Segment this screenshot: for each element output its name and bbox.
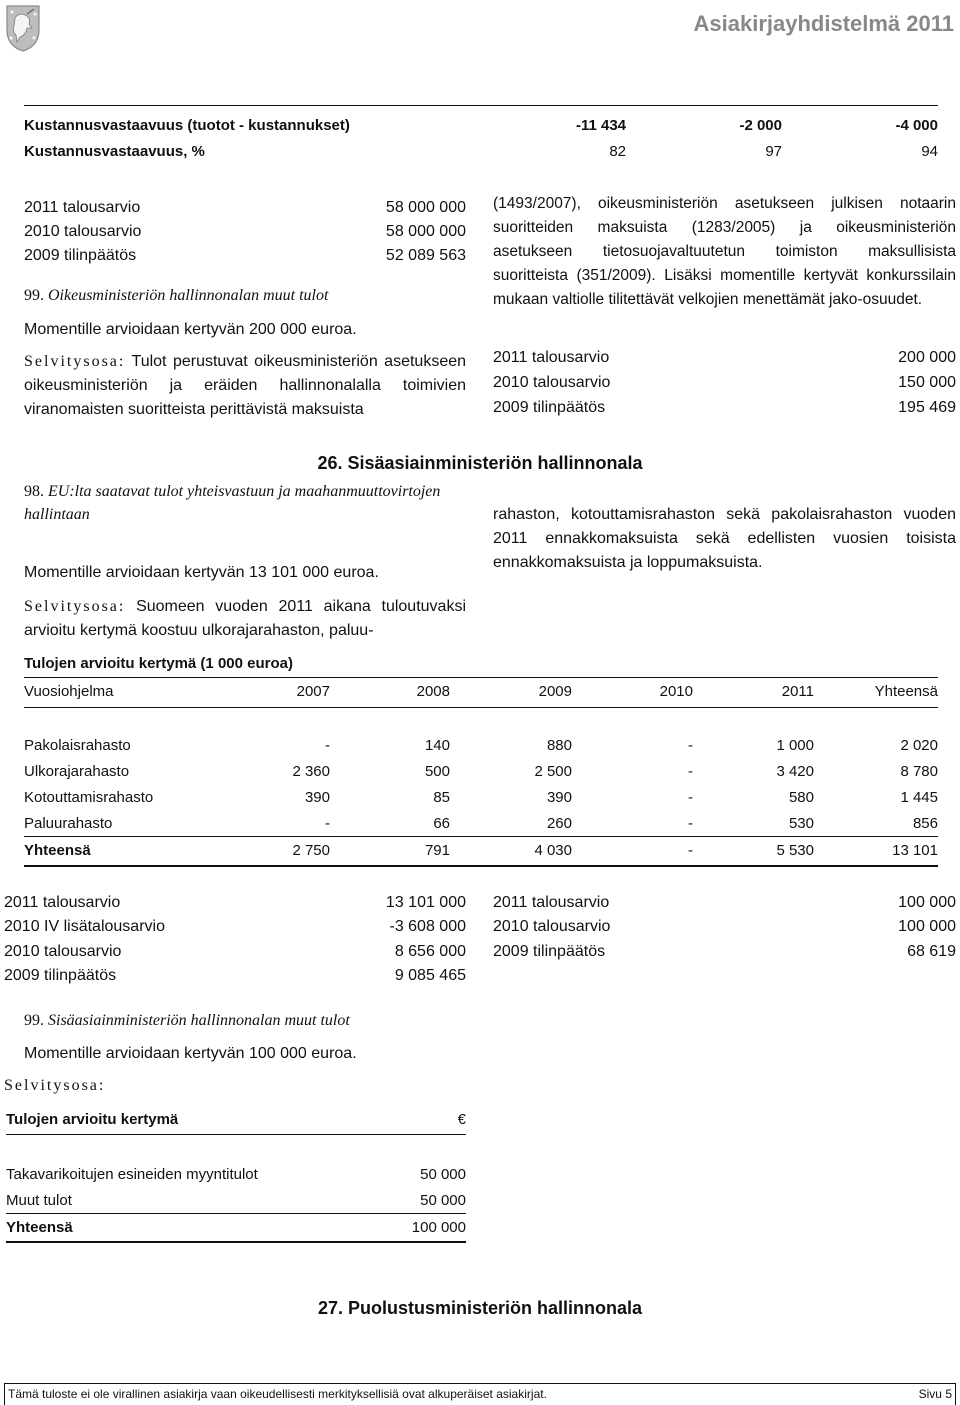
explanation-text: Suomeen vuoden 2011 aikana tuloutuvaksi arvioitu kertymä koostuu ulkorajarahaston, paluu-	[24, 598, 467, 639]
small-table-title-row	[6, 1108, 466, 1132]
budget-label: 2010 talousarvio	[493, 374, 611, 391]
budget-row	[493, 371, 956, 395]
budget-label: 2009 tilinpäätös	[24, 247, 137, 264]
budget-label: 2011 talousarvio	[493, 894, 610, 911]
budget-label: 2011 talousarvio	[4, 894, 121, 911]
document-title: Asiakirjayhdistelmä 2011	[693, 11, 954, 36]
table-cell: 791	[424, 842, 450, 859]
cell-value: -4 000	[895, 117, 938, 134]
table-cell: Pakolaisrahasto	[24, 737, 131, 754]
subsection-heading	[24, 284, 466, 308]
table-cell: 500	[424, 763, 450, 780]
table-cell: -	[688, 763, 693, 780]
budget-label: 2010 IV lisätalousarvio	[4, 918, 165, 935]
budget-label: 2011 talousarvio	[24, 199, 141, 216]
subsection-heading	[24, 1009, 466, 1033]
subsection-title: EU:lta saatavat tulot yhteisvastuun ja maahanmuuttovirtojen hallintaan	[24, 483, 441, 523]
cell-value: 82	[609, 143, 626, 160]
budget-value: -3 608 000	[389, 918, 466, 935]
table-cell: 4 030	[534, 842, 572, 859]
table-row	[24, 786, 938, 810]
subsection-number: 98.	[24, 483, 44, 500]
top-table-rule	[24, 105, 938, 106]
budget-row	[493, 891, 956, 915]
table-row	[24, 812, 938, 836]
subsection-number: 99.	[24, 1012, 44, 1029]
column-header: 2010	[659, 683, 693, 700]
row-label: Kustannusvastaavuus, %	[24, 143, 205, 160]
page-number: Sivu 5	[918, 1387, 952, 1401]
table-cell: 390	[546, 789, 572, 806]
estimate-text: Momentille arvioidaan kertyvän 13 101 000 euroa.	[24, 564, 379, 581]
column-header: 2007	[296, 683, 330, 700]
table-total-row	[6, 1216, 466, 1240]
budget-row	[24, 244, 466, 268]
budget-value: 100 000	[898, 918, 956, 935]
table-cell: -	[688, 815, 693, 832]
budget-label: 2010 talousarvio	[24, 223, 142, 240]
table-cell: 2 020	[900, 737, 938, 754]
explanation-paragraph	[24, 350, 466, 422]
budget-value: 52 089 563	[385, 247, 466, 264]
cell-value: -11 434	[575, 117, 626, 134]
table-cell: -	[688, 842, 693, 859]
column-header: 2011	[781, 683, 814, 700]
table-cell: 880	[546, 737, 572, 754]
footer-frame-right	[955, 1383, 956, 1405]
table-cell: -	[325, 737, 330, 754]
budget-label: 2010 talousarvio	[493, 918, 611, 935]
cell-value: -2 000	[739, 117, 782, 134]
table-rule-header	[24, 707, 938, 708]
subsection-title: Sisäasiainministeriön hallinnonalan muut tulot	[48, 1012, 350, 1029]
column-header: 2009	[538, 683, 572, 700]
unit-label: €	[457, 1111, 466, 1128]
budget-row	[493, 915, 956, 939]
footer-disclaimer: Tämä tuloste ei ole virallinen asiakirja vaan oikeudellisesti merkityksellisiä ovat alkuperäiset asiakirjat.	[8, 1387, 547, 1401]
table-cell: 2 750	[292, 842, 330, 859]
table-cell: 260	[546, 815, 572, 832]
selvitysosa-label: Selvitysosa:	[24, 598, 126, 615]
budget-row	[24, 196, 466, 220]
budget-row	[493, 346, 956, 370]
table-row	[24, 734, 938, 758]
table-cell: 100 000	[411, 1219, 466, 1236]
selvitysosa-label: Selvitysosa:	[4, 1077, 106, 1094]
budget-value: 100 000	[898, 894, 956, 911]
table-cell: 1 445	[900, 789, 938, 806]
table-cell: Ulkorajarahasto	[24, 763, 130, 780]
budget-value: 13 101 000	[385, 894, 466, 911]
table-cell: 13 101	[892, 842, 938, 859]
budget-value: 58 000 000	[385, 223, 466, 240]
budget-row	[4, 915, 466, 939]
budget-row	[4, 940, 466, 964]
table-cell: -	[688, 737, 693, 754]
table-row	[24, 140, 938, 164]
explanation-text: Tulot perustuvat oikeusministeriön asetukseen oikeusministeriön ja eräiden hallinnonalalla toimivien viranomaisten suoritteista perittävistä maksuista	[24, 353, 467, 418]
cell-value: 97	[765, 143, 782, 160]
table-cell: -	[325, 815, 330, 832]
budget-value: 68 619	[907, 943, 956, 960]
explanation-paragraph	[24, 595, 466, 643]
table-cell: 85	[433, 789, 450, 806]
budget-row	[493, 940, 956, 964]
table-cell: 1 000	[776, 737, 814, 754]
table-cell: 580	[788, 789, 814, 806]
budget-row	[4, 891, 466, 915]
small-table-rule-total	[6, 1213, 466, 1214]
table-cell: Paluurahasto	[24, 815, 113, 832]
explanation-continued: rahaston, kotouttamisrahaston sekä pakolaisrahaston vuoden 2011 ennakkomaksuista sekä edellisten vuosien toisista ennakkomaksuista ja loppumaksuista.	[493, 506, 956, 571]
estimate-text: Momentille arvioidaan kertyvän 200 000 euroa.	[24, 321, 357, 338]
budget-label: 2009 tilinpäätös	[493, 943, 606, 960]
small-table-rule-bottom	[6, 1241, 466, 1243]
column-header: Yhteensä	[874, 683, 938, 700]
subsection-number: 99.	[24, 287, 44, 304]
small-table-rule-top	[6, 1134, 466, 1135]
table-row	[24, 114, 938, 138]
budget-value: 9 085 465	[394, 967, 466, 984]
subsection-heading	[24, 480, 466, 526]
cell-value: 94	[921, 143, 938, 160]
table-cell: Kotouttamisrahasto	[24, 789, 154, 806]
table-cell: 2 360	[292, 763, 330, 780]
table-cell: Takavarikoitujen esineiden myyntitulot	[6, 1166, 258, 1183]
column-header: Vuosiohjelma	[24, 683, 114, 700]
budget-label: 2011 talousarvio	[493, 349, 610, 366]
table-cell: 50 000	[420, 1166, 466, 1183]
budget-value: 8 656 000	[394, 943, 466, 960]
section-title: 26. Sisäasiainministeriön hallinnonala	[317, 453, 643, 473]
table-cell: 3 420	[776, 763, 814, 780]
footer-rule	[4, 1383, 956, 1384]
table-cell: 5 530	[776, 842, 814, 859]
budget-row	[4, 964, 466, 988]
table-cell: Yhteensä	[6, 1219, 73, 1236]
budget-value: 195 469	[898, 399, 956, 416]
table-cell: 390	[304, 789, 330, 806]
table-cell: Muut tulot	[6, 1192, 72, 1209]
table-row	[6, 1163, 466, 1187]
table-cell: 2 500	[534, 763, 572, 780]
estimate-text: Momentille arvioidaan kertyvän 100 000 euroa.	[24, 1045, 357, 1062]
table-cell: 140	[424, 737, 450, 754]
footer-frame-left	[4, 1383, 5, 1405]
coat-of-arms-logo	[5, 4, 41, 52]
column-header: 2008	[416, 683, 450, 700]
table-row	[24, 760, 938, 784]
budget-row	[24, 220, 466, 244]
table-title: Tulojen arvioitu kertymä	[6, 1111, 179, 1128]
table-cell: 530	[788, 815, 814, 832]
row-label: Kustannusvastaavuus (tuotot - kustannukset)	[24, 117, 350, 134]
section-title: 27. Puolustusministeriön hallinnonala	[317, 1298, 643, 1318]
budget-label: 2010 talousarvio	[4, 943, 122, 960]
budget-value: 150 000	[898, 374, 956, 391]
subsection-title: Oikeusministeriön hallinnonalan muut tulot	[48, 287, 329, 304]
table-rule-top	[24, 677, 938, 678]
table-cell: -	[688, 789, 693, 806]
table-cell: 66	[433, 815, 450, 832]
table-header-row	[24, 680, 938, 704]
table-rule-bottom	[24, 865, 938, 867]
table-title: Tulojen arvioitu kertymä (1 000 euroa)	[24, 655, 293, 672]
budget-value: 200 000	[898, 349, 956, 366]
table-row	[6, 1189, 466, 1213]
table-rule-total	[24, 836, 938, 837]
budget-value: 58 000 000	[385, 199, 466, 216]
budget-row	[493, 396, 956, 420]
table-cell: 50 000	[420, 1192, 466, 1209]
budget-label: 2009 tilinpäätös	[4, 967, 117, 984]
table-cell: Yhteensä	[24, 842, 91, 859]
budget-label: 2009 tilinpäätös	[493, 399, 606, 416]
table-total-row	[24, 839, 938, 863]
table-cell: 856	[912, 815, 938, 832]
table-cell: 8 780	[900, 763, 938, 780]
explanation-continued: (1493/2007), oikeusministeriön asetukseen julkisen notaarin suoritteiden maksuista (1283/2005) ja oikeusministeriön asetukseen tietosuojavaltuutetun toimiston maksullisista suoritteista (351/2009). Lisäksi momentille kertyvät konkurssilain mukaan valtiolle tilitettävät velkojien menettämät jako-osuudet.	[493, 195, 956, 308]
selvitysosa-label: Selvitysosa:	[24, 353, 126, 370]
